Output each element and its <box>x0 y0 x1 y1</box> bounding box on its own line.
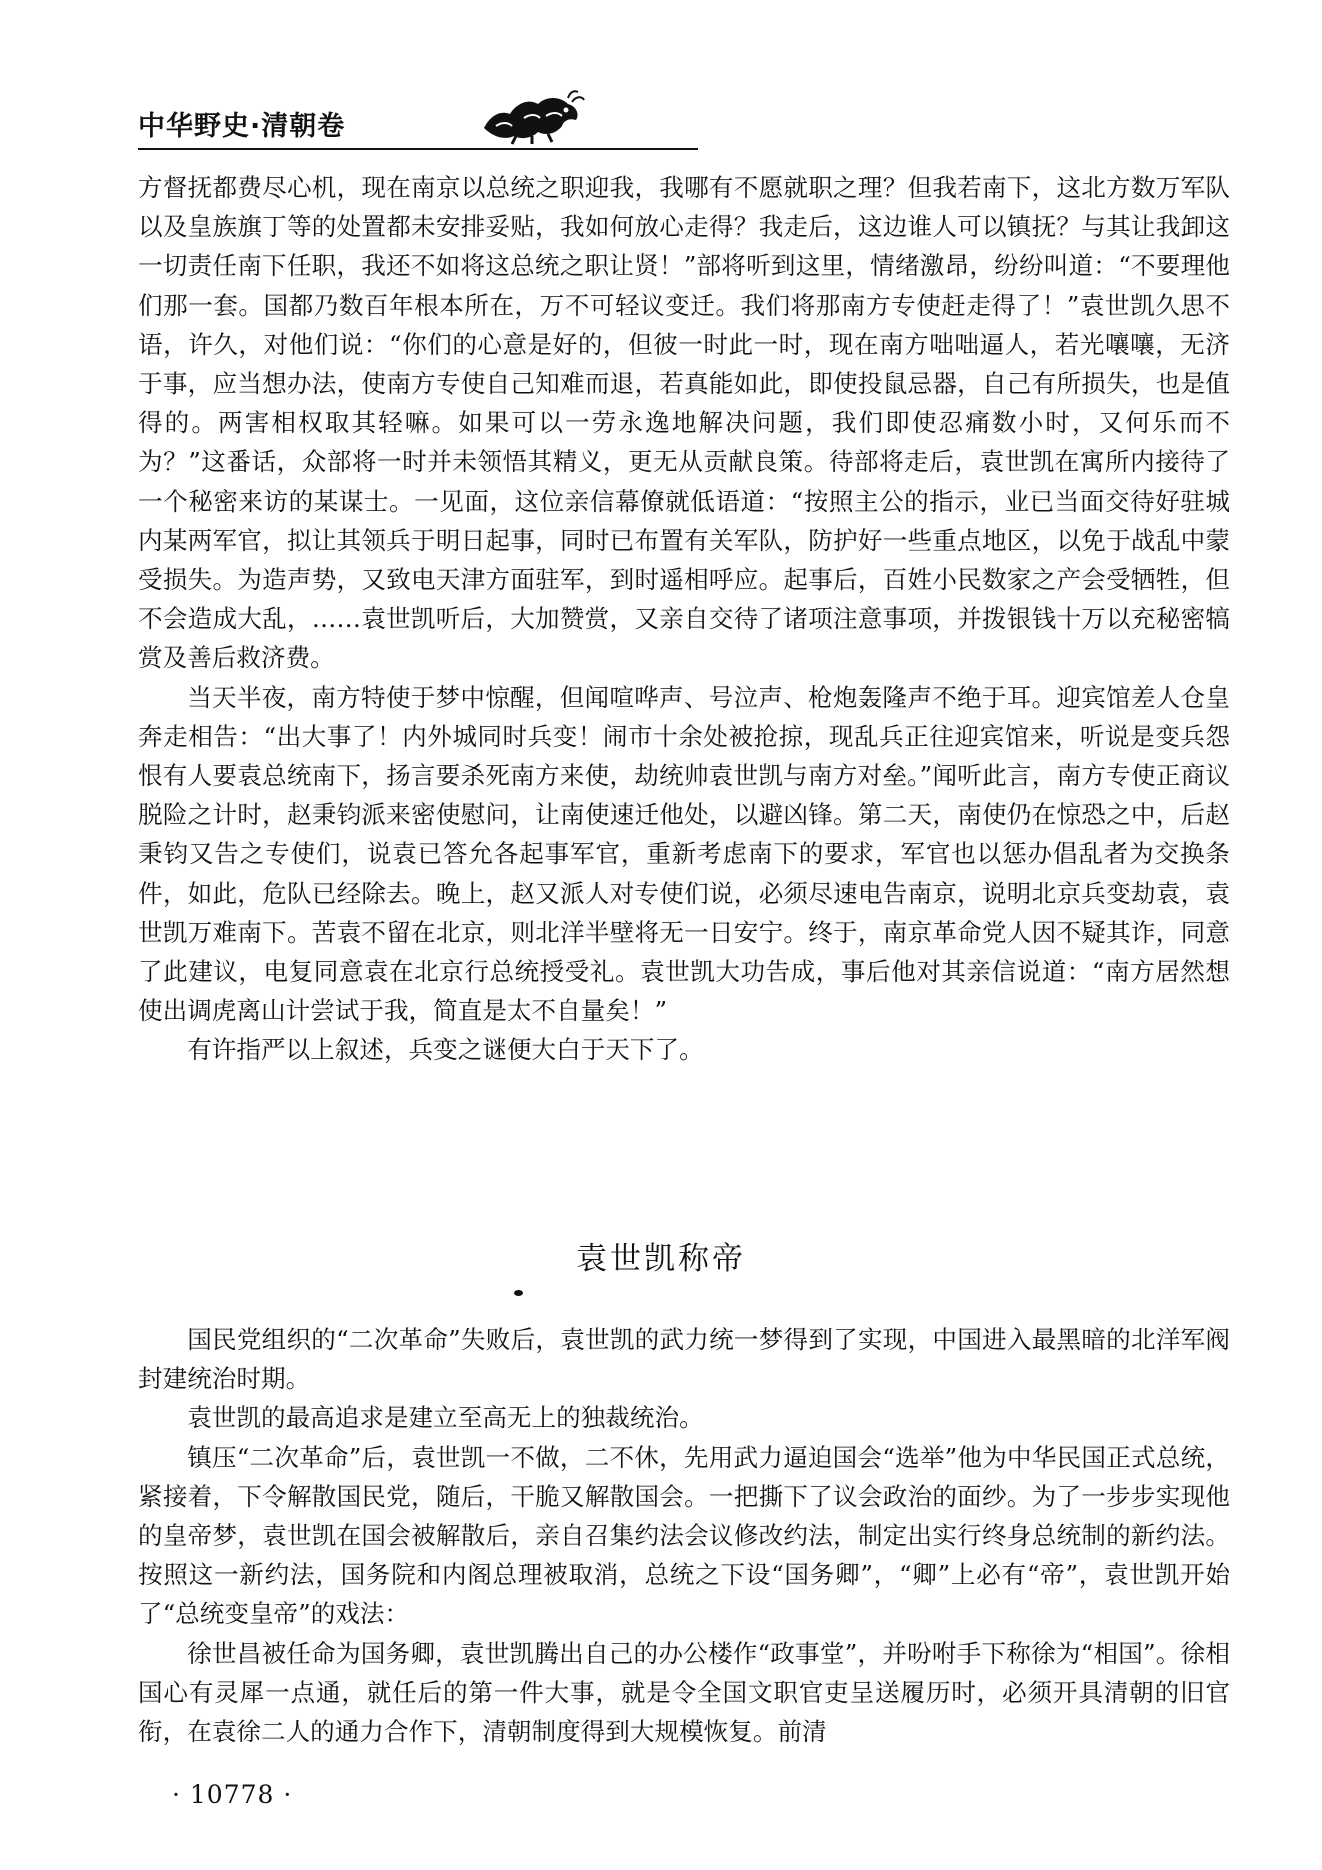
header-rule <box>138 148 698 150</box>
section-mark <box>514 1290 523 1296</box>
section-title: 袁世凯称帝 <box>576 1241 746 1277</box>
page-number: · 10778 · <box>172 1780 293 1809</box>
paragraph: 当天半夜，南方特使于梦中惊醒，但闻喧哗声、号泣声、枪炮轰隆声不绝于耳。迎宾馆差人仓皇奔走相告：“出大事了！内外城同时兵变！闹市十余处被抢掠，现乱兵正往迎宾馆来，听说是变兵怨恨有人要袁总统南下，扬言要杀死南方来使，劫统帅袁世凯与南方对垒。”闻听此言，南方专使正商议脱险之计时，赵秉钧派来密使慰问，让南使速迁他处，以避凶锋。第二天，南使仍在惊恐之中，后赵秉钧又告之专使们，说袁已答允各起事军官，重新考虑南下的要求，军官也以惩办倡乱者为交换条件，如此，危队已经除去。晚上，赵又派人对专使们说，必须尽速电告南京，说明北京兵变劫袁，袁世凯万难南下。苦袁不留在北京，则北洋半壁将无一日安宁。终于，南京革命党人因不疑其诈，同意了此建议，电复同意袁在北京行总统授受礼。袁世凯大功告成，事后他对其亲信说道：“南方居然想使出调虎离山计尝试于我，简直是太不自量矣！” <box>138 682 1230 1026</box>
paragraph: 镇压“二次革命”后，袁世凯一不做，二不休，先用武力逼迫国会“选举”他为中华民国正式总统，紧接着，下令解散国民党，随后，干脆又解散国会。一把撕下了议会政治的面纱。为了一步步实现他的皇帝梦，袁世凯在国会被解散后，亲自召集约法会议修改约法，制定出实行终身总统制的新约法。按照这一新约法，国务院和内阁总理被取消，总统之下设“国务卿”，“卿”上必有“帝”，袁世凯开始了“总统变皇帝”的戏法： <box>138 1442 1230 1629</box>
body-text-top <box>138 168 1230 1070</box>
series-title: 中华野史·清朝卷 <box>138 111 346 142</box>
dragon-emblem-icon <box>476 88 586 146</box>
paragraph: 国民党组织的“二次革命”失败后，袁世凯的武力统一梦得到了实现，中国进入最黑暗的北洋军阀封建统治时期。 <box>138 1325 1230 1394</box>
paragraph: 方督抚都费尽心机，现在南京以总统之职迎我，我哪有不愿就职之理？但我若南下，这北方数万军队以及皇族旗丁等的处置都未安排妥贴，我如何放心走得？我走后，这边谁人可以镇抚？与其让我卸这一切责任南下任职，我还不如将这总统之职让贤！”部将听到这里，情绪激昂，纷纷叫道：“不要理他们那一套。国都乃数百年根本所在，万不可轻议变迁。我们将那南方专使赶走得了！”袁世凯久思不语，许久，对他们说：“你们的心意是好的，但彼一时此一时，现在南方咄咄逼人，若光嚷嚷，无济于事，应当想办法，使南方专使自己知难而退，若真能如此，即使投鼠忌器，自己有所损失，也是值得的。两害相权取其轻嘛。如果可以一劳永逸地解决问题，我们即使忍痛数小时，又何乐而不为？”这番话，众部将一时并未领悟其精义，更无从贡献良策。待部将走后，袁世凯在寓所内接待了一个秘密来访的某谋士。一见面，这位亲信幕僚就低语道：“按照主公的指示，业已当面交待好驻城内某两军官，拟让其领兵于明日起事，同时已布置有关军队，防护好一些重点地区，以免于战乱中蒙受损失。为造声势，又致电天津方面驻军，到时遥相呼应。起事后，百姓小民数家之产会受牺牲，但不会造成大乱，……袁世凯听后，大加赞赏，又亲自交待了诸项注意事项，并拨银钱十万以充秘密犒赏及善后救济费。 <box>138 173 1230 673</box>
paragraph: 徐世昌被任命为国务卿，袁世凯腾出自己的办公楼作“政事堂”，并吩咐手下称徐为“相国”。徐相国心有灵犀一点通，就任后的第一件大事，就是令全国文职官吏呈送履历时，必须开具清朝的旧官衔，在袁徐二人的通力合作下，清朝制度得到大规模恢复。前清 <box>138 1638 1230 1747</box>
body-text-bottom <box>138 1320 1230 1751</box>
running-header <box>138 92 1228 152</box>
paragraph: 有许指严以上叙述，兵变之谜便大白于天下了。 <box>187 1035 704 1065</box>
paragraph: 袁世凯的最高追求是建立至高无上的独裁统治。 <box>187 1403 704 1433</box>
